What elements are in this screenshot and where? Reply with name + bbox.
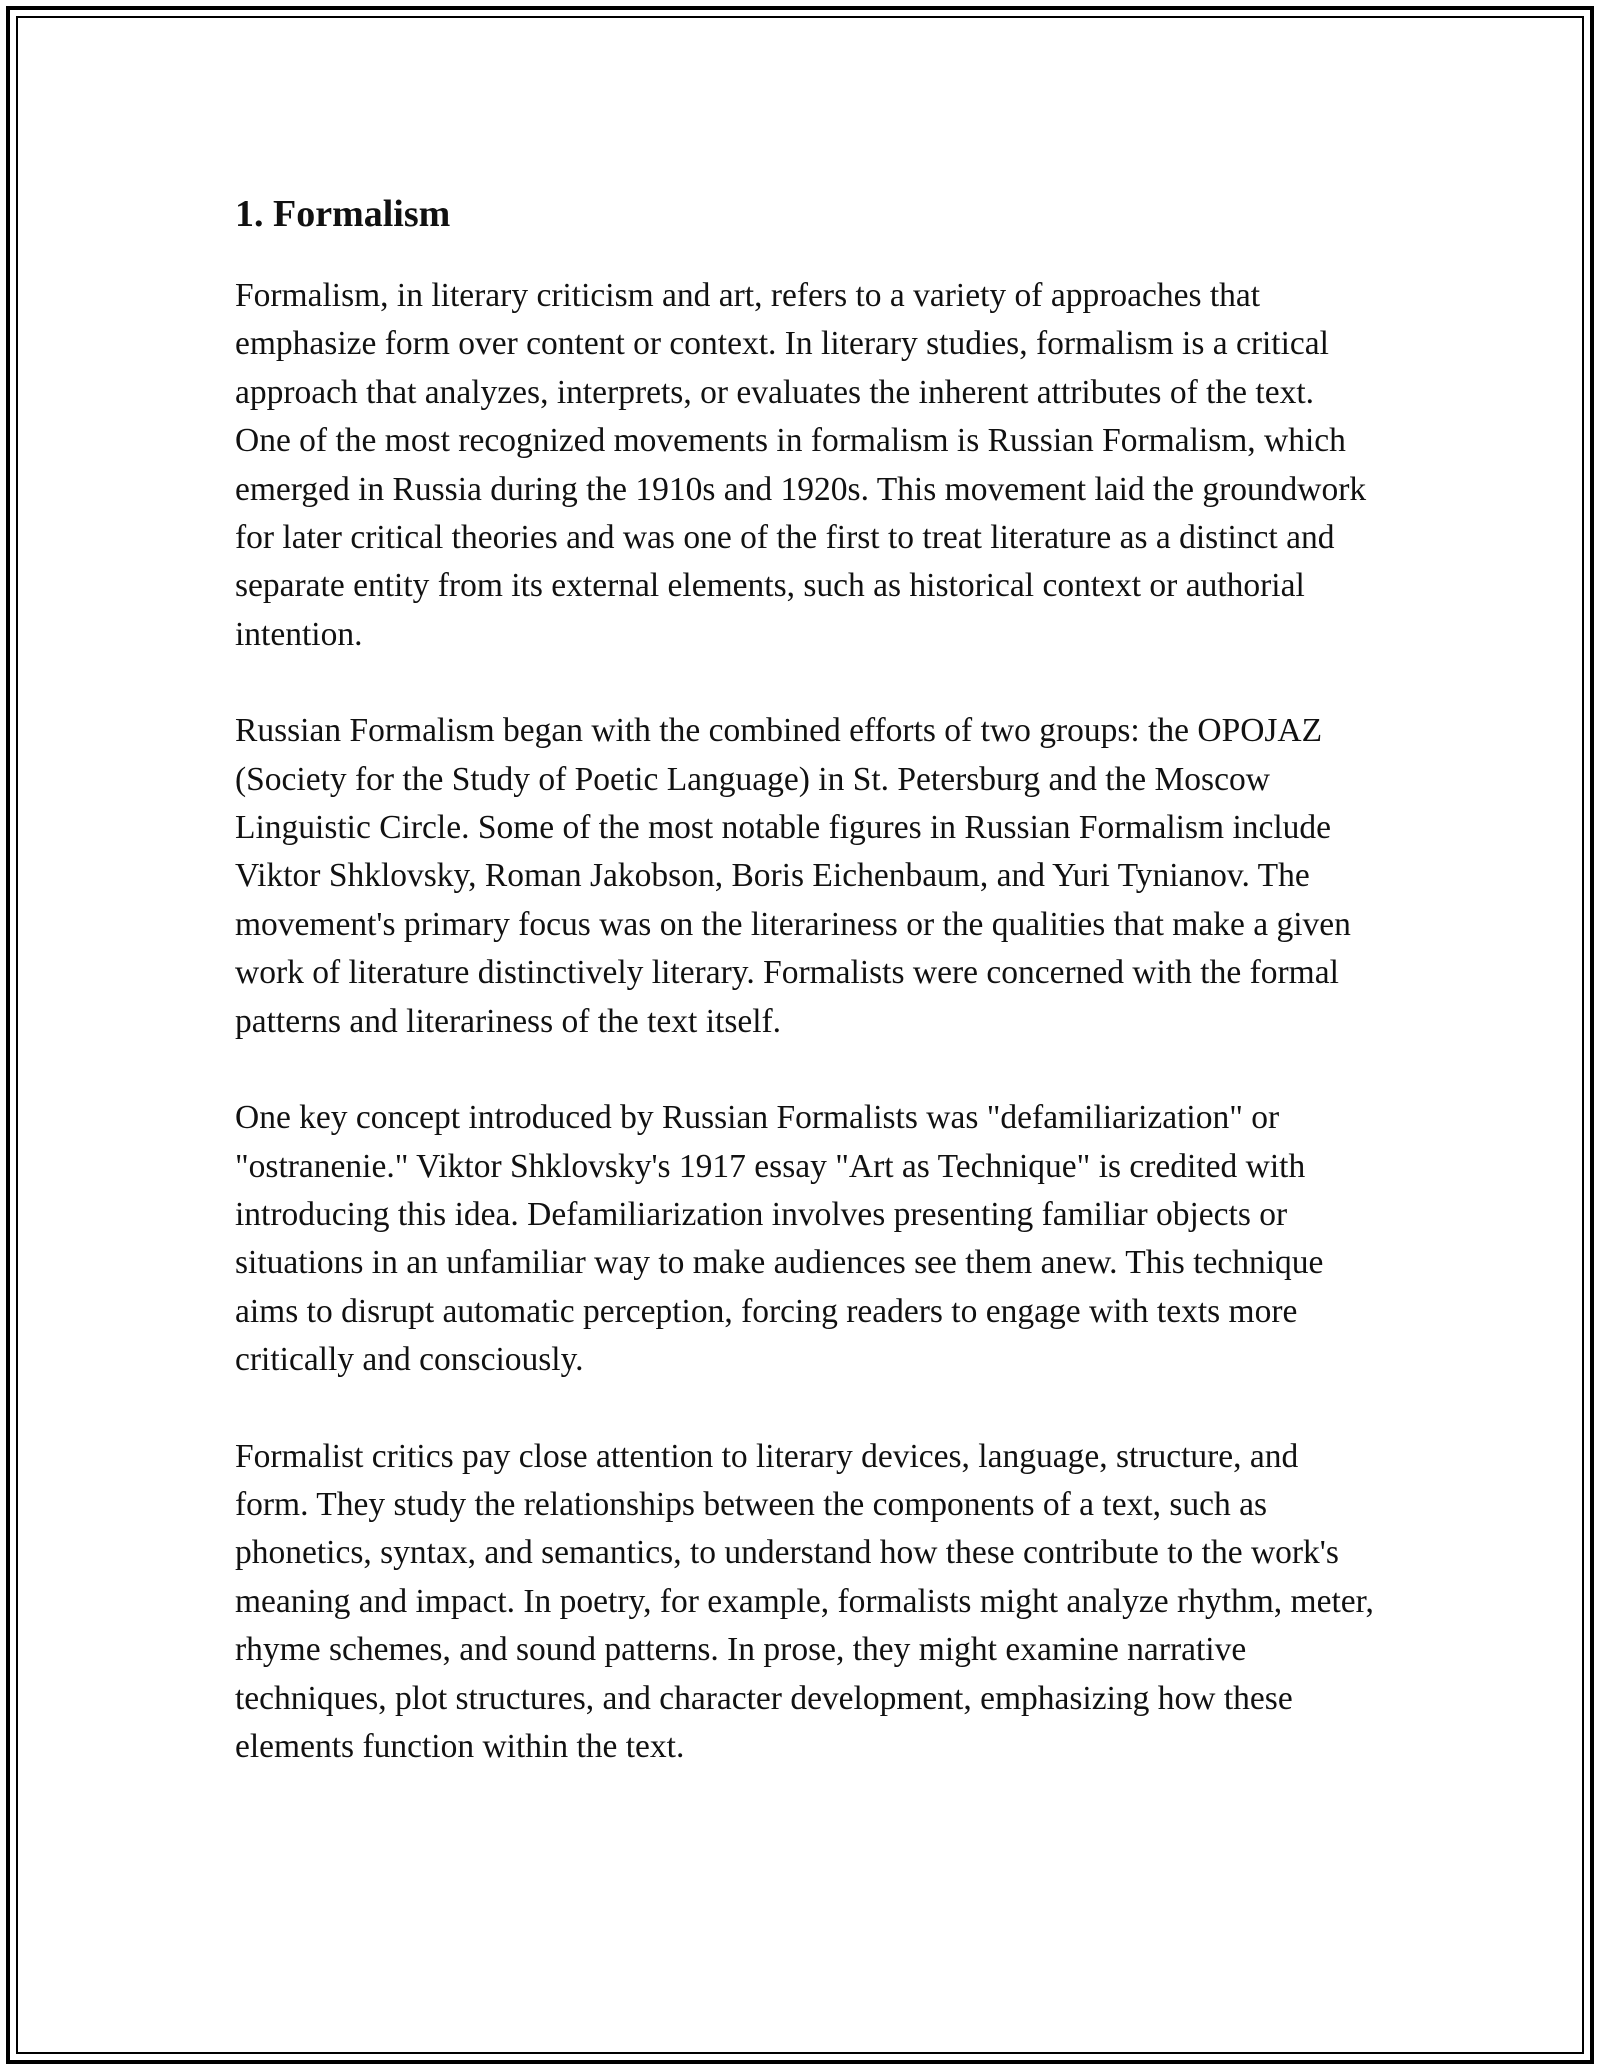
- section-heading: 1. Formalism: [235, 193, 451, 235]
- paragraph-defamiliarization: One key concept introduced by Russian Formalists was "defamiliarization" or "ostranenie." Viktor Shklovsky's 1917 essay "Art as Technique" is credited with introducing this idea. Defamiliarization involves presenting familiar objects or situations in an unfamiliar way to make audiences see them anew. This technique aims to disrupt automatic perception, forcing readers to engage with texts more critically and consciously.: [235, 1099, 1324, 1379]
- paragraph-formalist-critics: Formalist critics pay close attention to literary devices, language, structure, and form. They study the relationships between the components of a text, such as phonetics, syntax, and semantics, to understand how these contribute to the work's meaning and impact. In poetry, for example, formalists might analyze rhythm, meter, rhyme schemes, and sound patterns. In prose, they might examine narrative techniques, plot structures, and character development, emphasizing how these elements function within the text.: [235, 1437, 1374, 1765]
- paragraph-intro: Formalism, in literary criticism and art, refers to a variety of approaches that emphasize form over content or context. In literary studies, formalism is a critical approach that analyzes, interprets, or evaluates the inherent attributes of the text. One of the most recognized movements in formalism is Russian Formalism, which emerged in Russia during the 1910s and 1920s. This movement laid the groundwork for later critical theories and was one of the first to treat literature as a distinct and separate entity from its external elements, such as historical context or authorial intention.: [235, 277, 1367, 653]
- document-body: [235, 186, 1375, 1819]
- paragraph-russian-formalism: Russian Formalism began with the combined efforts of two groups: the OPOJAZ (Society for the Study of Poetic Language) in St. Petersburg and the Moscow Linguistic Circle. Some of the most notable figures in Russian Formalism include Viktor Shklovsky, Roman Jakobson, Boris Eichenbaum, and Yuri Tynianov. The movement's primary focus was on the literariness or the qualities that make a given work of literature distinctively literary. Formalists were concerned with the formal patterns and literariness of the text itself.: [235, 712, 1351, 1040]
